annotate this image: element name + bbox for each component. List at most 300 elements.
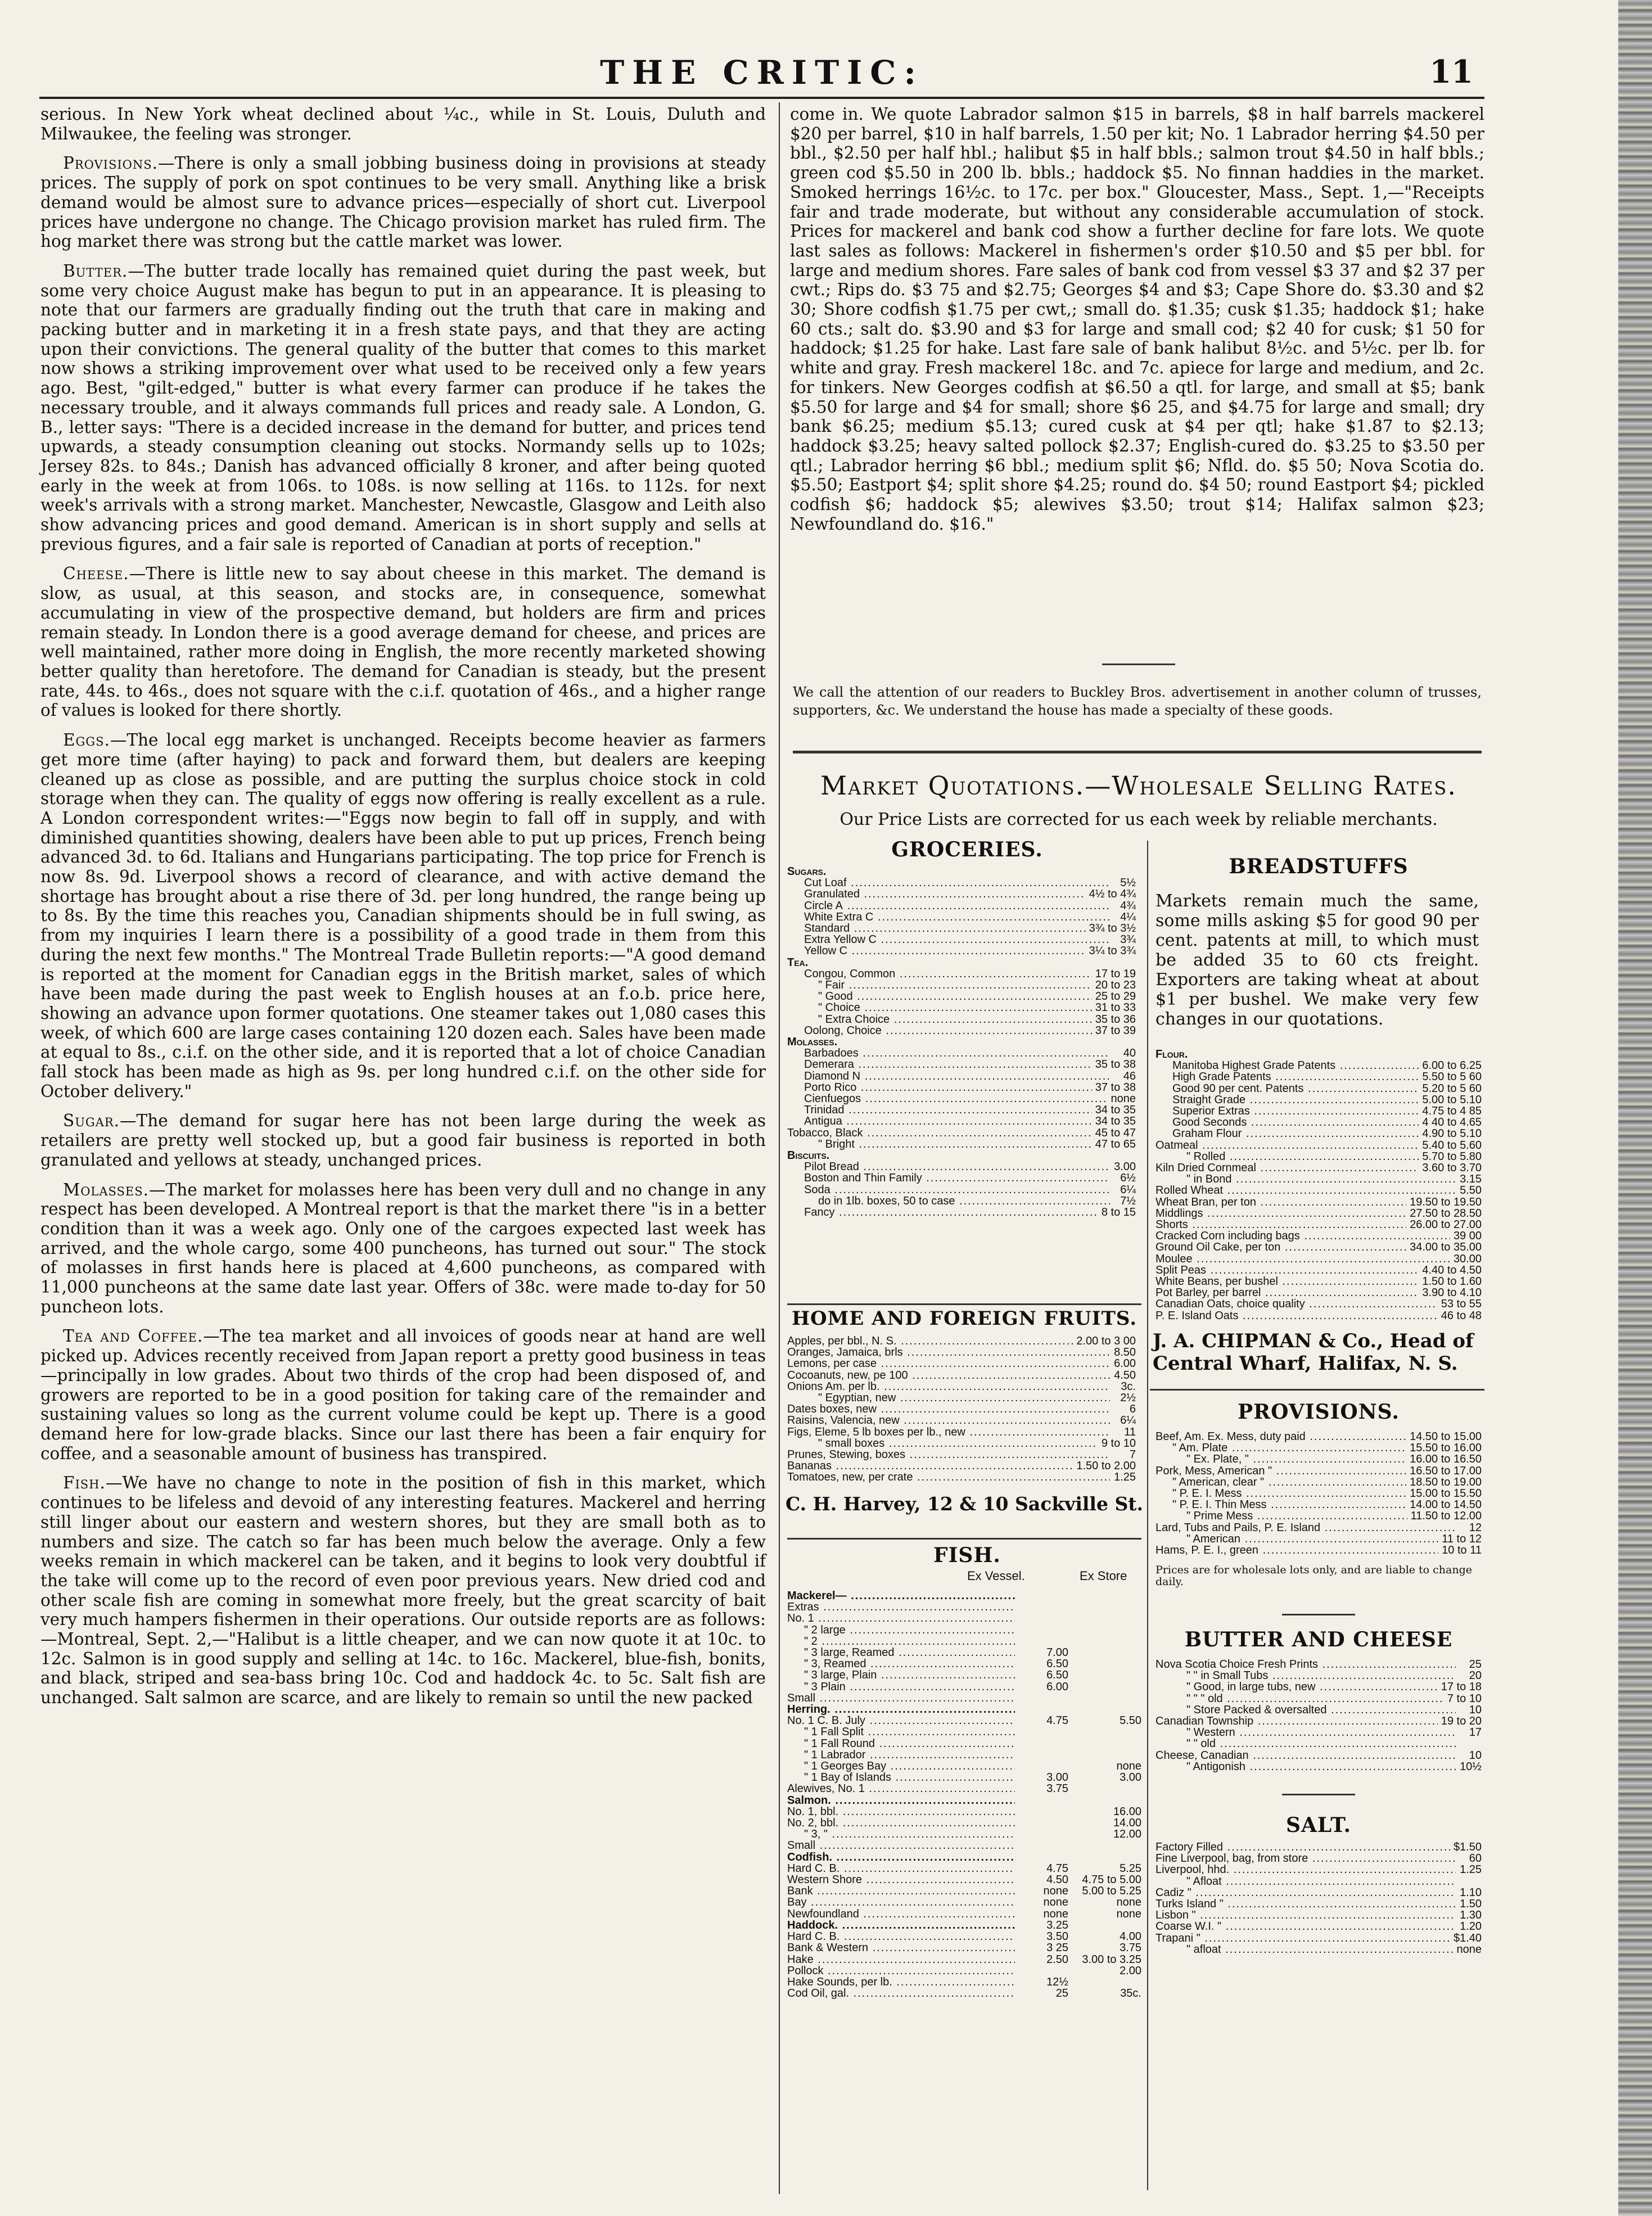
item-price: 47 to 65 <box>1095 1138 1136 1150</box>
item-label: Sugars. <box>787 866 827 878</box>
item-label: Hake ..... <box>787 1954 1015 1965</box>
table-row <box>787 1624 1141 1636</box>
ex-store-price <box>1068 1613 1141 1624</box>
ex-vessel-price: 12½ <box>1046 1975 1068 1988</box>
groceries-heading: GROCERIES. <box>891 838 1043 861</box>
table-row <box>787 1761 1141 1772</box>
table-row <box>787 1071 1136 1082</box>
item-label: Bananas ..... <box>787 1460 1073 1472</box>
ex-vessel-price <box>1015 1817 1068 1829</box>
paper-title: THE CRITIC: <box>600 53 924 92</box>
table-row <box>787 934 1136 945</box>
table-row <box>1156 1716 1482 1727</box>
item-label: Oranges, Jamaica, brls ..... <box>787 1347 1110 1358</box>
item-price: 3.00 <box>1114 1161 1136 1173</box>
item-label: Bay ..... <box>787 1897 1015 1908</box>
item-label: Manitoba Highest Grade Patents ..... <box>1156 1060 1419 1071</box>
table-row <box>787 1749 1141 1761</box>
item-label: " 3, Reamed ..... <box>787 1658 1015 1669</box>
ex-store-price: none <box>1116 1907 1141 1920</box>
item-label: Hams, P. E. I., green ..... <box>1156 1545 1438 1556</box>
table-row <box>787 991 1136 1002</box>
paragraph-text: serious. In New York wheat declined about ¼c., while in St. Louis, Duluth and Milwaukee, the feeling was stronger. <box>40 105 766 143</box>
table-row <box>787 1942 1141 1953</box>
item-label: Pilot Bread ..... <box>787 1161 1110 1172</box>
ex-vessel-price <box>1015 1761 1068 1772</box>
item-price: 6.00 to 6.25 <box>1422 1060 1482 1072</box>
item-label: Factory Filled ..... <box>1156 1842 1450 1853</box>
table-row <box>787 911 1136 923</box>
paragraph-text: —There is little new to say about cheese in this market. The demand is slow, as usual, at this season, and stocks are, in consequence, somewhat accumulating in view of the prospective demand, but holders are firm and prices remain steady. In London there is a good average demand for cheese, and prices are well maintained, rather more doing in English, the more recently marketed showing better quality than heretofore. The demand for Canadian is steady, but the present rate, 44s. to 46s., does not square with the c.i.f. quotation of 46s., and a higher range of values is looked for there shortly. <box>40 564 766 720</box>
item-price: 1.10 <box>1460 1886 1482 1899</box>
item-price: 5.40 to 5.60 <box>1422 1139 1482 1151</box>
item-price: 5.70 to 5.80 <box>1422 1150 1482 1163</box>
item-price: 1.25 <box>1460 1864 1482 1876</box>
item-price: 2.00 to 3 00 <box>1076 1335 1136 1347</box>
item-price: 25 <box>1469 1659 1482 1671</box>
item-label: Salmon. ..... <box>787 1795 1015 1806</box>
table-row <box>787 1381 1136 1392</box>
paragraph-lead: Tea and Coffee. <box>63 1326 204 1346</box>
table-row <box>787 1613 1141 1624</box>
item-price: 10½ <box>1460 1761 1482 1773</box>
article-paragraph <box>40 1180 766 1317</box>
item-price: 15.00 to 15.50 <box>1410 1488 1482 1500</box>
table-row <box>1156 1499 1482 1510</box>
table-row <box>1156 1083 1482 1094</box>
item-price: 1.20 <box>1460 1921 1482 1933</box>
table-row <box>1156 1898 1482 1910</box>
table-row <box>787 1772 1141 1783</box>
item-price: 17 to 19 <box>1095 968 1136 980</box>
item-label: Small ..... <box>787 1840 1015 1851</box>
item-label: " Choice ..... <box>787 1002 1092 1013</box>
item-label: Congou, Common ..... <box>787 968 1092 980</box>
item-label: Good Seconds ..... <box>1156 1117 1419 1128</box>
item-label: " Prime Mess ..... <box>1156 1510 1407 1522</box>
market-subheading: Our Price Lists are corrected for us each week by reliable merchants. <box>839 810 1438 829</box>
table-row <box>1156 1944 1482 1955</box>
item-price: 16.50 to 17.00 <box>1410 1465 1482 1477</box>
item-price: 11.50 to 12.00 <box>1410 1510 1482 1522</box>
ex-vessel-price <box>1015 1840 1068 1851</box>
ex-store-price: 5.25 <box>1120 1862 1141 1875</box>
ex-store-price: 2.00 <box>1120 1964 1141 1977</box>
table-row <box>1156 1454 1482 1465</box>
item-price: 11 to 12 <box>1442 1533 1482 1545</box>
fruits-table <box>787 1335 1136 1483</box>
table-row <box>787 1647 1141 1658</box>
table-row <box>787 968 1136 980</box>
ex-store-price <box>1068 1749 1141 1761</box>
item-price: 6¼ <box>1120 1184 1136 1195</box>
article-paragraph <box>40 1111 766 1170</box>
table-row <box>1156 1242 1482 1253</box>
item-price: 34.00 to 35.00 <box>1410 1242 1482 1253</box>
item-label: Fine Liverpool, bag, from store ..... <box>1156 1853 1456 1864</box>
item-price: 2½ <box>1120 1392 1136 1404</box>
table-row <box>787 1693 1141 1704</box>
ex-store-price <box>1068 1624 1141 1636</box>
ex-store-price: 3.00 to 3.25 <box>1082 1953 1141 1966</box>
item-price: 15.50 to 16.00 <box>1410 1442 1482 1454</box>
paragraph-lead: Eggs. <box>63 730 110 750</box>
ex-vessel-price: 6.50 <box>1046 1669 1068 1682</box>
item-label: White Beans, per bushel ..... <box>1156 1276 1419 1287</box>
salt-heading: SALT. <box>1286 1813 1351 1837</box>
table-row <box>1156 1128 1482 1139</box>
paragraph-text: —The market for molasses here has been very dull and no change in any respect has been developed. A Montreal report is that the market there "is in a better condition than it was a week ago. Only one of the cargoes expected last week has arrived, and the whole cargo, some 400 puncheons, has turned out sour." The stock of molasses in first hands here is placed at 4,600 puncheons, as compared with 11,000 puncheons at the same date last year. Offers of 38c. were made to-day for 50 puncheon lots. <box>40 1180 766 1316</box>
item-label: " Ex. Plate, " ..... <box>1156 1454 1406 1465</box>
item-label: Lard, Tubs and Pails, P. E. Island ..... <box>1156 1522 1456 1533</box>
table-category <box>787 1036 1136 1048</box>
table-row <box>1156 1693 1482 1704</box>
ex-vessel-price <box>1015 1624 1068 1636</box>
table-row <box>787 1207 1136 1218</box>
item-price: 3¾ to 3½ <box>1089 923 1136 935</box>
table-row <box>1156 1510 1482 1522</box>
table-row <box>1156 1670 1482 1681</box>
item-price: 34 to 35 <box>1095 1104 1136 1116</box>
item-price: 19.50 to 19.50 <box>1410 1196 1482 1208</box>
item-price: 7 <box>1129 1449 1136 1461</box>
item-price: 1.50 to 1.60 <box>1422 1276 1482 1288</box>
item-label: Split Peas ..... <box>1156 1265 1419 1276</box>
item-price: 11 <box>1124 1426 1136 1438</box>
item-price: 19 to 20 <box>1441 1716 1482 1727</box>
paragraph-text: —The local egg market is unchanged. Receipts become heavier as farmers get more time (after haying) to pack and forward them, but dealers are keeping cleaned up as close as possible, and are putting the surplus choice stock in cold storage when they can. The quality of eggs now offering is really excellent as a rule. A London correspondent writes:—"Eggs now begin to fall off in supply, and with diminished quantities showing, dealers have been able to put up prices, French being advanced 3d. to 6d. Italians and Hungarians participating. The top price for French is now 8s. 9d. Liverpool shows a record of clearance, and with active demand the shortage has brought about a rise there of 3d. per long hundred, the range being up to 8s. By the time this reaches you, Canadian shipments should be in full swing, as from my inquiries I learn there is a possibility of a good trade in them from this during the next few months." The Montreal Trade Bulletin reports:—"A good demand is reported at the moment for Canadian eggs in the British market, sales of which have been made during the past week to English houses at an f.o.b. price here, showing an advance upon former quotations. One steamer takes out 1,080 cases this week, of which 600 are large cases containing 120 dozen each. Sales have been made at equal to 8s., c.i.f. on the other side, and it is reported that a lot of choice Canadian fall stock has been made as high as 9s. per long hundred c.i.f. on the other side for October delivery." <box>40 730 766 1101</box>
fruit-merchant: C. H. Harvey, 12 & 10 Sackville St. <box>785 1493 1144 1515</box>
ex-vessel-price: 2.50 <box>1046 1953 1068 1966</box>
item-label: Hard C. B. ..... <box>787 1931 1015 1942</box>
item-price: 5.00 to 5.10 <box>1422 1094 1482 1106</box>
fish-col-ex-store: Ex Store <box>1080 1569 1127 1583</box>
item-price: 4.90 to 5.10 <box>1422 1128 1482 1140</box>
breadstuffs-text: Markets remain much the same, some mills asking $5 for good 90 per cent. patents at mill, to which must be added 35 to 60 cts freight. Exporters are taking wheat at about $1 per bushel. We make very few changes in our quotations. <box>1156 891 1479 1029</box>
table-row <box>787 1460 1136 1472</box>
item-price: 17 <box>1469 1727 1482 1739</box>
item-label: " Store Packed & oversalted ..... <box>1156 1704 1456 1716</box>
item-price: 45 to 47 <box>1095 1127 1136 1139</box>
item-price: 4½ to 4¾ <box>1089 888 1136 900</box>
table-row <box>787 980 1136 991</box>
table-row <box>787 1195 1136 1207</box>
table-row <box>1156 1253 1482 1265</box>
article-paragraph <box>40 154 766 251</box>
ex-vessel-price <box>1015 1795 1068 1806</box>
item-label: " P. E. I. Thin Mess ..... <box>1156 1499 1406 1510</box>
ex-store-price: 16.00 <box>1113 1805 1141 1818</box>
ex-store-price <box>1068 1738 1141 1749</box>
fruits-heading: HOME AND FOREIGN FRUITS. <box>791 1307 1138 1330</box>
item-price: $1.50 <box>1453 1842 1482 1853</box>
item-label: Nova Scotia Choice Fresh Prints ..... <box>1156 1659 1456 1670</box>
table-row <box>1156 1060 1482 1071</box>
item-label: Cienfuegos ..... <box>787 1093 1108 1104</box>
table-row <box>1156 1117 1482 1128</box>
item-label: Coarse W.I. " ..... <box>1156 1921 1456 1932</box>
ex-vessel-price <box>1015 1636 1068 1647</box>
table-row <box>787 1863 1141 1874</box>
table-category <box>787 1795 1141 1806</box>
ex-store-price: 12.00 <box>1113 1828 1141 1841</box>
table-row <box>787 1897 1141 1908</box>
table-row <box>1156 1659 1482 1670</box>
item-price: 8.50 <box>1114 1347 1136 1359</box>
table-row <box>787 1601 1141 1613</box>
table-row <box>787 1976 1141 1988</box>
item-price: 8 to 15 <box>1101 1207 1136 1218</box>
item-price: 35 to 36 <box>1095 1013 1136 1025</box>
breadstuffs-heading: BREADSTUFFS <box>1229 855 1409 878</box>
table-row <box>1156 1933 1482 1944</box>
table-row <box>787 1806 1141 1817</box>
item-label: Straight Grade ..... <box>1156 1094 1419 1105</box>
ex-vessel-price <box>1015 1601 1068 1613</box>
table-row <box>787 1025 1136 1036</box>
item-label: Haddock. ..... <box>787 1920 1015 1931</box>
item-label: Porto Rico ..... <box>787 1082 1092 1093</box>
item-label: " 3 large, Plain ..... <box>787 1669 1015 1681</box>
item-label: Hake Sounds, per lb. ..... <box>787 1976 1015 1988</box>
table-row <box>1156 1887 1482 1898</box>
table-row <box>787 1965 1141 1976</box>
item-label: Newfoundland ..... <box>787 1908 1015 1920</box>
item-label: Standard ..... <box>787 923 1086 934</box>
item-price: 39 00 <box>1453 1230 1482 1242</box>
ex-vessel-price: none <box>1043 1907 1068 1920</box>
item-price: 1.30 <box>1460 1910 1482 1921</box>
table-row <box>787 1669 1141 1681</box>
paragraph-text: —The butter trade locally has remained quiet during the past week, but some very choice August make has begun to put in an appearance. It is pleasing to note that our farmers are gradually finding out the truth that care in making and packing butter and in marketing it in a fresh state pays, and that they are acting upon their convictions. The general quality of the butter that comes to this market now shows a striking improvement over what used to be received only a few years ago. Best, "gilt-edged," butter is what every farmer can produce if he takes the necessary trouble, and it always commands full prices and ready sale. A London, G. B., letter says: "There is a decided increase in the demand for butter, and prices tend upwards, a steady consumption cleaning out stocks. Normandy sells up to 102s; Jersey 82s. to 84s.; Danish has advanced officially 8 kroner, and after being quoted early in the week at from 106s. to 108s. is now selling at 116s. to 112s. for next week's arrivals with a strong market. Manchester, Newcastle, Glasgow and Leith also show advancing prices and good demand. American is in short supply and sells at previous figures, and a fair sale is reported of Canadian at ports of reception." <box>40 261 766 554</box>
item-price: 3¾ <box>1120 934 1136 946</box>
item-price: 3¼ to 3¾ <box>1089 945 1136 957</box>
item-price: 3c. <box>1121 1380 1136 1393</box>
table-row <box>787 1358 1136 1369</box>
table-row <box>787 1427 1136 1438</box>
item-price: 16.00 to 16.50 <box>1410 1454 1482 1465</box>
table-row <box>1156 1738 1482 1749</box>
item-label: Cadiz " ..... <box>1156 1887 1456 1898</box>
provisions-table <box>1156 1431 1482 1556</box>
item-label: Herring. ..... <box>787 1704 1015 1715</box>
item-price: 3.60 to 3.70 <box>1422 1162 1482 1174</box>
butter-heading: BUTTER AND CHEESE <box>1184 1628 1453 1651</box>
item-label: " 2 ..... <box>787 1636 1015 1647</box>
ex-vessel-price: none <box>1043 1896 1068 1909</box>
ex-store-price <box>1068 1647 1141 1658</box>
item-label: Rolled Wheat ..... <box>1156 1185 1456 1196</box>
short-rule <box>1282 1794 1355 1795</box>
table-row <box>1156 1910 1482 1921</box>
item-label: " small boxes ..... <box>787 1438 1098 1449</box>
item-label: Cut Loaf ..... <box>787 877 1110 888</box>
fish-heading: FISH. <box>933 1543 1001 1567</box>
ex-vessel-price <box>1015 1749 1068 1761</box>
fish-table <box>787 1590 1141 1999</box>
table-row <box>787 1127 1136 1139</box>
table-row <box>1156 1488 1482 1499</box>
table-row <box>1156 1197 1482 1208</box>
short-rule <box>1102 664 1175 665</box>
right-top-article <box>790 105 1484 544</box>
item-price: 17 to 18 <box>1441 1681 1482 1693</box>
ex-vessel-price <box>1015 1693 1068 1704</box>
item-price: 14.50 to 15.00 <box>1410 1431 1482 1443</box>
table-row <box>787 1908 1141 1920</box>
table-row <box>787 923 1136 934</box>
item-label: Soda ..... <box>787 1184 1110 1195</box>
table-category <box>787 1704 1141 1715</box>
item-label: Dates boxes, new ..... <box>787 1403 1110 1415</box>
paragraph-text: —The demand for sugar here has not been large during the week as retailers are pretty well stocked up, but a good fair business is reported in both granulated and yellows at steady, unchanged prices. <box>40 1111 766 1170</box>
table-row <box>787 1059 1136 1070</box>
item-label: Western Shore ..... <box>787 1874 1015 1885</box>
table-row <box>1156 1750 1482 1761</box>
item-price: 37 to 38 <box>1095 1081 1136 1094</box>
ex-vessel-price: 25 <box>1055 1987 1068 2000</box>
table-row <box>1156 1431 1482 1442</box>
item-price: 60 <box>1469 1853 1482 1865</box>
left-column <box>40 105 766 1718</box>
table-row <box>1156 1185 1482 1196</box>
paragraph-lead: Provisions. <box>63 154 159 173</box>
page-edge <box>1618 0 1652 2216</box>
rule <box>1150 1389 1484 1391</box>
table-row <box>1156 1876 1482 1887</box>
ex-store-price <box>1068 1704 1141 1715</box>
table-row <box>787 1658 1141 1669</box>
table-row <box>787 1931 1141 1942</box>
item-label: Boston and Thin Family ..... <box>787 1172 1110 1184</box>
article-paragraph <box>40 1473 766 1707</box>
item-label: Beef, Am. Ex. Mess, duty paid ..... <box>1156 1431 1406 1442</box>
ex-store-price: 3.00 <box>1120 1771 1141 1784</box>
item-price: 12 <box>1469 1522 1482 1533</box>
item-price: 3.15 <box>1460 1174 1482 1185</box>
item-label: " Extra Choice ..... <box>787 1014 1092 1025</box>
item-price: 26.00 to 27.00 <box>1410 1219 1482 1231</box>
ex-store-price: 5.00 to 5.25 <box>1082 1885 1141 1898</box>
item-price: 5.50 to 5 60 <box>1422 1071 1482 1083</box>
item-price: 4¼ <box>1120 911 1136 923</box>
table-row <box>1156 1704 1482 1716</box>
item-price <box>1456 1738 1482 1749</box>
item-label: " 3 Plain ..... <box>787 1681 1015 1693</box>
item-label: Lemons, per case ..... <box>787 1358 1110 1369</box>
table-row <box>1156 1522 1482 1533</box>
item-price: 4¾ <box>1120 900 1136 911</box>
table-row <box>1156 1465 1482 1477</box>
item-price: 6¼ <box>1120 1415 1136 1427</box>
item-label: Apples, per bbl., N. S. ..... <box>787 1335 1073 1347</box>
item-price: 1.25 <box>1114 1472 1136 1483</box>
ex-store-price: 35c. <box>1120 1987 1141 2000</box>
ex-vessel-price: 4.50 <box>1046 1874 1068 1886</box>
table-row <box>787 1139 1136 1150</box>
item-label: Bank & Western ..... <box>787 1942 1015 1953</box>
table-row <box>1156 1864 1482 1875</box>
item-label: " 3, " ..... <box>787 1829 1015 1840</box>
table-category <box>787 1920 1141 1931</box>
table-row <box>787 1783 1141 1794</box>
item-price: 3.90 to 4.10 <box>1422 1287 1482 1299</box>
ex-store-price <box>1068 1693 1141 1704</box>
item-label: Molasses. <box>787 1036 838 1048</box>
ex-vessel-price: none <box>1043 1885 1068 1898</box>
ex-vessel-price <box>1015 1738 1068 1749</box>
item-price: 34 to 35 <box>1095 1116 1136 1127</box>
ex-vessel-price: 7.00 <box>1046 1646 1068 1659</box>
ex-vessel-price: 3.25 <box>1046 1919 1068 1931</box>
ex-store-price: none <box>1116 1760 1141 1773</box>
ex-vessel-price: 3.75 <box>1046 1782 1068 1795</box>
item-label: Codfish. ..... <box>787 1852 1015 1863</box>
item-label: " Western ..... <box>1156 1727 1456 1738</box>
table-row <box>1156 1265 1482 1276</box>
item-label: No. 2, bbl. ..... <box>787 1817 1015 1829</box>
item-label: " Good ..... <box>787 991 1092 1002</box>
item-label: Alewives, No. 1 ..... <box>787 1783 1015 1794</box>
table-row <box>787 1392 1136 1403</box>
item-label: " Afloat ..... <box>1156 1876 1456 1887</box>
ex-vessel-price <box>1015 1852 1068 1863</box>
item-label: " Fair ..... <box>787 980 1092 991</box>
ex-vessel-price: 3 25 <box>1046 1942 1068 1955</box>
item-price: 10 to 11 <box>1442 1545 1482 1556</box>
item-price: 18.50 to 19.00 <box>1410 1476 1482 1488</box>
butter-table <box>1156 1659 1482 1772</box>
ex-store-price <box>1068 1852 1141 1863</box>
item-price: 1.50 to 2.00 <box>1076 1460 1136 1472</box>
table-row <box>787 1403 1136 1415</box>
item-label: " American, clear " ..... <box>1156 1477 1406 1488</box>
item-label: Barbadoes ..... <box>787 1048 1110 1059</box>
table-row <box>787 1726 1141 1737</box>
item-price: 31 to 33 <box>1095 1002 1136 1014</box>
ex-store-price <box>1068 1601 1141 1613</box>
item-label: Extra Yellow C ..... <box>787 934 1110 945</box>
table-row <box>1156 1477 1482 1488</box>
item-label: Extras ..... <box>787 1601 1015 1613</box>
table-row <box>1156 1151 1482 1162</box>
table-row <box>787 1116 1136 1127</box>
paragraph-lead: Butter. <box>63 261 128 281</box>
provisions-heading: PROVISIONS. <box>1238 1400 1400 1424</box>
item-label: Good 90 per cent. Patents ..... <box>1156 1083 1419 1094</box>
item-label: Onions Am. per lb. ..... <box>787 1381 1110 1392</box>
item-label: Demerara ..... <box>787 1059 1092 1070</box>
table-row <box>787 1104 1136 1116</box>
table-row <box>787 1370 1136 1381</box>
groceries-table <box>787 866 1136 1218</box>
item-label: Cocoanuts, new, pe 100 ..... <box>787 1370 1110 1381</box>
item-label: Figs, Eleme, 5 lb boxes per lb., new ..... <box>787 1427 1110 1438</box>
table-row <box>1156 1105 1482 1117</box>
item-price: none <box>1111 1093 1136 1105</box>
item-label: " afloat ..... <box>1156 1944 1454 1955</box>
item-label: " Am. Plate ..... <box>1156 1442 1406 1454</box>
item-label: No. 1, bbl. ..... <box>787 1806 1015 1817</box>
item-label: Middlings ..... <box>1156 1208 1406 1219</box>
item-price: 27.50 to 28.50 <box>1410 1207 1482 1220</box>
item-label: Bank ..... <box>787 1885 1015 1897</box>
ex-vessel-price <box>1015 1806 1068 1817</box>
item-price: 7½ <box>1120 1195 1136 1207</box>
table-row <box>787 900 1136 911</box>
item-label: " 1 Georges Bay ..... <box>787 1761 1015 1772</box>
table-row <box>1156 1230 1482 1242</box>
